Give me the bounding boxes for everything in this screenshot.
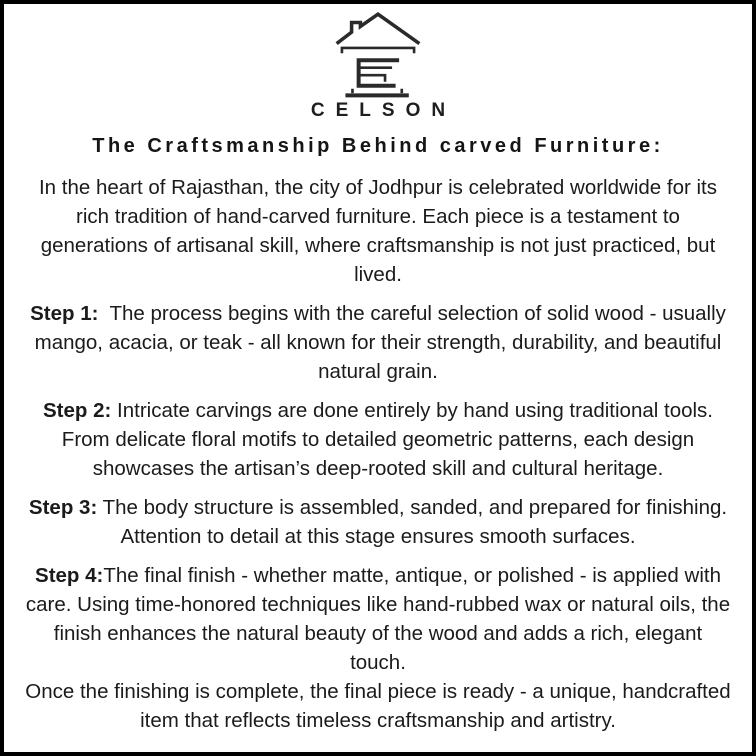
brand-name: CELSON xyxy=(310,100,457,121)
intro-text: In the heart of Rajasthan, the city of Jodhpur is celebrated worldwide for its rich tradition of hand-carved furniture. Each piece is a testament to generations of artisanal skill, where craftsmanship is not just practiced, but lived. xyxy=(38,176,723,286)
info-card xyxy=(4,4,752,752)
article-body xyxy=(20,173,736,735)
step-2-label: Step 2: xyxy=(42,399,112,422)
step-1-label: Step 1: xyxy=(30,302,99,325)
step-3-paragraph xyxy=(25,493,731,551)
house-monogram-icon xyxy=(334,12,422,98)
step-2-text: Intricate carvings are done entirely by hand using traditional tools. From delicate floral motifs to detailed geometric patterns, each design showcases the artisan’s deep-rooted skill and cultural heritage. xyxy=(61,399,719,480)
step-1-text: The process begins with the careful selection of solid wood - usually mango, acacia, or teak - all known for their strength, durability, and beautiful natural grain. xyxy=(34,302,732,383)
page-title: The Craftsmanship Behind carved Furniture: xyxy=(92,135,664,157)
logo xyxy=(20,10,736,98)
intro-paragraph xyxy=(25,173,731,289)
closing-paragraph xyxy=(25,677,737,735)
closing-text: Once the finishing is complete, the final piece is ready - a unique, handcrafted item that reflects timeless craftsmanship and artistry. xyxy=(25,680,737,732)
step-4-paragraph xyxy=(25,561,736,677)
step-4-text: The final finish - whether matte, antique, or polished - is applied with care. Using time-honored techniques like hand-rubbed wax or natural oils, the finish enhances the natural beauty of the wood and adds a rich, elegant touch. xyxy=(25,564,736,674)
step-3-label: Step 3: xyxy=(28,496,98,519)
step-3-text: The body structure is assembled, sanded, and prepared for finishing. Attention to detail at this stage ensures smooth surfaces. xyxy=(97,496,732,548)
step-2-paragraph xyxy=(25,396,731,483)
step-1-paragraph xyxy=(25,299,731,386)
step-4-label: Step 4: xyxy=(35,564,104,587)
